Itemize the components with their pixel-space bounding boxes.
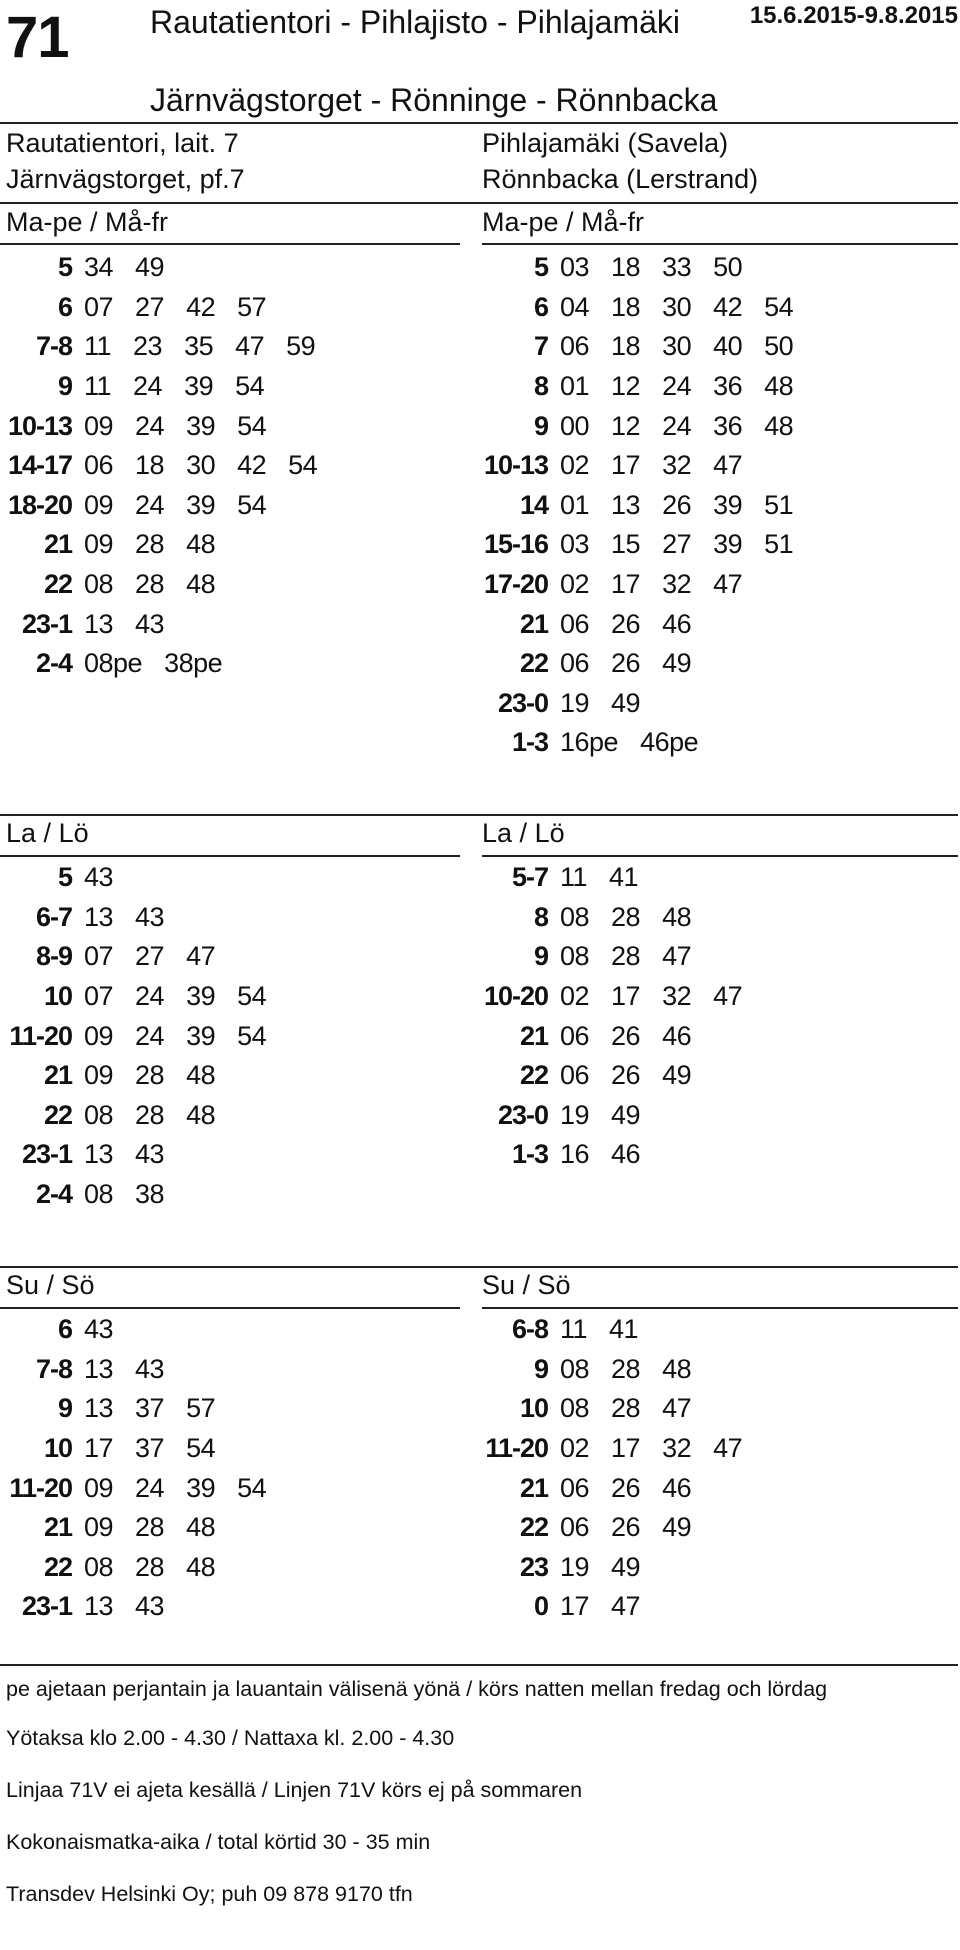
footnotes — [6, 1675, 956, 1932]
timetable-row — [478, 723, 793, 763]
sunday-label-fi: Su — [482, 1270, 516, 1300]
sunday-top-divider — [0, 1266, 958, 1268]
timetable-row — [2, 644, 317, 684]
departure-minutes: 34 49 — [84, 252, 165, 283]
departure-minutes: 09 24 39 54 — [84, 410, 267, 441]
departure-minutes: 06 18 30 42 54 — [84, 450, 318, 481]
departure-minutes: 09 28 48 — [84, 1060, 216, 1091]
sunday-label-fi: Su — [6, 1270, 40, 1300]
timetable-row — [478, 565, 793, 605]
saturday-divider-dir2 — [482, 855, 958, 857]
weekday-label-fi: Ma-pe — [482, 207, 559, 237]
departure-minutes: 16 46 — [560, 1139, 641, 1170]
header-divider — [0, 122, 958, 124]
hour-label: 10-20 — [483, 981, 548, 1012]
hour-label: 8 — [533, 371, 548, 402]
saturday-rows-dir1 — [2, 858, 266, 1214]
timetable-row — [478, 1508, 742, 1548]
timetable-row — [2, 977, 266, 1017]
departure-minutes: 09 28 48 — [84, 529, 216, 560]
departure-minutes: 02 17 32 47 — [560, 450, 743, 481]
timetable-row — [2, 525, 317, 565]
travel-time-note: Kokonaismatka-aika / total körtid 30 - 35 min — [6, 1830, 431, 1854]
timetable-row — [478, 858, 742, 898]
hour-label: 22 — [43, 569, 72, 600]
hour-label: 11-20 — [9, 1472, 72, 1503]
departure-minutes: 13 43 — [84, 608, 165, 639]
departure-minutes: 13 37 57 — [84, 1393, 216, 1424]
departure-minutes: 06 26 46 — [560, 1020, 692, 1051]
weekday-label-fi: Ma-pe — [6, 207, 83, 237]
hour-label: 23-0 — [497, 1099, 548, 1130]
weekday-rows-dir2 — [478, 248, 793, 763]
hour-label: 5 — [57, 252, 72, 283]
hour-label: 11-20 — [9, 1020, 72, 1051]
hour-label: 9 — [57, 1393, 72, 1424]
departure-minutes: 19 49 — [560, 687, 641, 718]
departure-minutes: 09 28 48 — [84, 1512, 216, 1543]
timetable-row — [478, 248, 793, 288]
saturday-divider-dir1 — [0, 855, 460, 857]
sunday-rows-dir1 — [2, 1310, 266, 1627]
hour-label: 10 — [519, 1393, 548, 1424]
weekday-label-dir2: Ma-pe / Må-fr — [482, 207, 645, 237]
sunday-divider-dir1 — [0, 1307, 460, 1309]
saturday-top-divider — [0, 814, 958, 816]
timetable-row — [2, 446, 317, 486]
departure-minutes: 07 27 42 57 — [84, 291, 267, 322]
departure-minutes: 43 — [84, 862, 114, 893]
departure-minutes: 17 37 54 — [84, 1433, 216, 1464]
departure-minutes: 43 — [84, 1314, 114, 1345]
departure-minutes: 07 24 39 54 — [84, 981, 267, 1012]
departure-minutes: 11 24 39 54 — [84, 371, 265, 402]
timetable-row — [478, 684, 793, 724]
hour-label: 21 — [43, 529, 72, 560]
hour-label: 23-1 — [21, 1591, 72, 1622]
departure-minutes: 17 47 — [560, 1591, 641, 1622]
departure-minutes: 16pe 46pe — [560, 727, 699, 758]
hour-label: 10-13 — [7, 410, 72, 441]
timetable-row — [2, 1548, 266, 1588]
timetable-row — [2, 1587, 266, 1627]
hour-label: 6 — [533, 291, 548, 322]
departure-minutes: 08 28 48 — [84, 1551, 216, 1582]
hour-label: 10-13 — [483, 450, 548, 481]
sunday-label-dir1: Su / Sö — [6, 1270, 95, 1300]
timetable-row — [478, 1468, 742, 1508]
weekday-rows-dir1 — [2, 248, 317, 684]
departure-minutes: 08 28 48 — [560, 901, 692, 932]
stop-name-fi-dir1: Rautatientori, lait. 7 — [6, 128, 239, 158]
hour-label: 9 — [57, 371, 72, 402]
timetable-row — [478, 288, 793, 328]
route-title-sv: Järnvägstorget - Rönninge - Rönnbacka — [150, 82, 718, 118]
hour-label: 14-17 — [7, 450, 72, 481]
hour-label: 21 — [43, 1512, 72, 1543]
hour-label: 6-7 — [35, 901, 72, 932]
hour-label: 6-8 — [511, 1314, 548, 1345]
timetable-row — [2, 565, 317, 605]
timetable-row — [2, 327, 317, 367]
departure-minutes: 06 26 49 — [560, 1060, 692, 1091]
timetable-row — [478, 525, 793, 565]
hour-label: 7-8 — [35, 331, 72, 362]
departure-minutes: 11 41 — [560, 862, 639, 893]
timetable-row — [2, 1389, 266, 1429]
weekday-label-sv: Må-fr — [581, 207, 645, 237]
timetable-row — [2, 1016, 266, 1056]
hour-label: 9 — [533, 1353, 548, 1384]
stop-name-sv-dir1: Järnvägstorget, pf.7 — [6, 164, 245, 194]
hour-label: 2-4 — [35, 648, 72, 679]
timetable-row — [478, 446, 793, 486]
validity-period: 15.6.2015-9.8.2015 — [749, 2, 958, 29]
line-number: 71 — [6, 5, 69, 70]
hour-label: 21 — [519, 608, 548, 639]
hour-label: 1-3 — [511, 1139, 548, 1170]
timetable-row — [478, 367, 793, 407]
departure-minutes: 08 28 48 — [560, 1353, 692, 1384]
hour-label: 5 — [57, 862, 72, 893]
hour-label: 9 — [533, 941, 548, 972]
timetable-row — [478, 1135, 742, 1175]
hour-label: 5-7 — [511, 862, 548, 893]
sunday-label-sv: Sö — [61, 1270, 95, 1300]
hour-label: 9 — [533, 410, 548, 441]
timetable-row — [2, 898, 266, 938]
timetable-row — [2, 288, 317, 328]
night-fare-note: Yötaksa klo 2.00 - 4.30 / Nattaxa kl. 2.00 - 4.30 — [6, 1726, 455, 1750]
hour-label: 0 — [533, 1591, 548, 1622]
departure-minutes: 19 49 — [560, 1099, 641, 1130]
timetable-row — [2, 367, 317, 407]
hour-label: 2-4 — [35, 1179, 72, 1210]
departure-minutes: 13 43 — [84, 1139, 165, 1170]
hour-label: 17-20 — [483, 569, 548, 600]
timetable-row — [2, 1350, 266, 1390]
timetable-row — [478, 937, 742, 977]
timetable-row — [2, 1468, 266, 1508]
hour-label: 23 — [519, 1551, 548, 1582]
timetable-row — [2, 248, 317, 288]
departure-minutes: 08 28 47 — [560, 1393, 692, 1424]
hour-label: 7 — [533, 331, 548, 362]
departure-minutes: 04 18 30 42 54 — [560, 291, 794, 322]
departure-minutes: 01 13 26 39 51 — [560, 489, 794, 520]
saturday-label-sv: Lö — [534, 818, 565, 848]
departure-minutes: 13 43 — [84, 1591, 165, 1622]
stop-name-sv-dir2: Rönnbacka (Lerstrand) — [482, 164, 759, 194]
timetable-row — [2, 1135, 266, 1175]
sunday-label-dir2: Su / Sö — [482, 1270, 571, 1300]
departure-minutes: 03 15 27 39 51 — [560, 529, 794, 560]
departure-minutes: 09 24 39 54 — [84, 489, 267, 520]
departure-minutes: 11 41 — [560, 1314, 639, 1345]
saturday-label-sv: Lö — [58, 818, 89, 848]
departure-minutes: 08 28 48 — [84, 1099, 216, 1130]
timetable-row — [478, 1548, 742, 1588]
departure-minutes: 07 27 47 — [84, 941, 216, 972]
operator-info: Transdev Helsinki Oy; puh 09 878 9170 tfn — [6, 1882, 413, 1906]
sunday-rows-dir2 — [478, 1310, 742, 1627]
weekday-label-sv: Må-fr — [105, 207, 169, 237]
pe-note: pe ajetaan perjantain ja lauantain välisenä yönä / körs natten mellan fredag och lördag — [6, 1677, 828, 1701]
stop-divider — [0, 202, 958, 204]
hour-label: 21 — [43, 1060, 72, 1091]
hour-label: 10 — [43, 1433, 72, 1464]
hour-label: 21 — [519, 1020, 548, 1051]
timetable-row — [478, 1389, 742, 1429]
weekday-divider-dir2 — [482, 243, 958, 245]
hour-label: 18-20 — [7, 489, 72, 520]
departure-minutes: 09 24 39 54 — [84, 1472, 267, 1503]
hour-label: 7-8 — [35, 1353, 72, 1384]
departure-minutes: 08pe 38pe — [84, 648, 223, 679]
timetable-row — [478, 1350, 742, 1390]
timetable-row — [2, 1508, 266, 1548]
saturday-label-dir2: La / Lö — [482, 818, 565, 848]
hour-label: 23-1 — [21, 1139, 72, 1170]
hour-label: 21 — [519, 1472, 548, 1503]
timetable-row — [478, 486, 793, 526]
hour-label: 15-16 — [483, 529, 548, 560]
weekday-label-dir1: Ma-pe / Må-fr — [6, 207, 169, 237]
departure-minutes: 06 26 49 — [560, 1512, 692, 1543]
timetable-row — [2, 486, 317, 526]
hour-label: 11-20 — [485, 1433, 548, 1464]
departure-minutes: 08 38 — [84, 1179, 165, 1210]
timetable-row — [478, 1429, 742, 1469]
departure-minutes: 01 12 24 36 48 — [560, 371, 794, 402]
sunday-label-sv: Sö — [537, 1270, 571, 1300]
timetable-row — [2, 1310, 266, 1350]
hour-label: 22 — [43, 1551, 72, 1582]
notes-divider — [0, 1664, 958, 1666]
departure-minutes: 13 43 — [84, 1353, 165, 1384]
departure-minutes: 06 26 46 — [560, 608, 692, 639]
departure-minutes: 02 17 32 47 — [560, 569, 743, 600]
timetable-row — [2, 406, 317, 446]
timetable-row — [478, 977, 742, 1017]
timetable-row — [478, 1310, 742, 1350]
hour-label: 1-3 — [511, 727, 548, 758]
sunday-divider-dir2 — [482, 1307, 958, 1309]
timetable-row — [2, 1056, 266, 1096]
saturday-rows-dir2 — [478, 858, 742, 1175]
departure-minutes: 06 26 46 — [560, 1472, 692, 1503]
departure-minutes: 06 18 30 40 50 — [560, 331, 794, 362]
saturday-label-dir1: La / Lö — [6, 818, 89, 848]
departure-minutes: 19 49 — [560, 1551, 641, 1582]
timetable-row — [478, 1587, 742, 1627]
hour-label: 8 — [533, 901, 548, 932]
timetable-row — [2, 937, 266, 977]
hour-label: 6 — [57, 291, 72, 322]
timetable-row — [478, 406, 793, 446]
departure-minutes: 11 23 35 47 59 — [84, 331, 316, 362]
stop-name-fi-dir2: Pihlajamäki (Savela) — [482, 128, 729, 158]
hour-label: 22 — [519, 648, 548, 679]
hour-label: 23-0 — [497, 687, 548, 718]
hour-label: 14 — [519, 489, 548, 520]
hour-label: 22 — [519, 1512, 548, 1543]
hour-label: 10 — [43, 981, 72, 1012]
hour-label: 23-1 — [21, 608, 72, 639]
hour-label: 6 — [57, 1314, 72, 1345]
hour-label: 22 — [519, 1060, 548, 1091]
summer-note: Linjaa 71V ei ajeta kesällä / Linjen 71V körs ej på sommaren — [6, 1778, 583, 1802]
departure-minutes: 13 43 — [84, 901, 165, 932]
timetable-row — [478, 644, 793, 684]
hour-label: 22 — [43, 1099, 72, 1130]
timetable-row — [478, 1056, 742, 1096]
departure-minutes: 02 17 32 47 — [560, 981, 743, 1012]
departure-minutes: 09 24 39 54 — [84, 1020, 267, 1051]
route-title-fi: Rautatientori - Pihlajisto - Pihlajamäki — [150, 4, 680, 40]
timetable-row — [478, 898, 742, 938]
saturday-label-fi: La — [482, 818, 513, 848]
saturday-label-fi: La — [6, 818, 37, 848]
timetable-row — [478, 604, 793, 644]
timetable-row — [2, 858, 266, 898]
departure-minutes: 02 17 32 47 — [560, 1433, 743, 1464]
timetable-row — [478, 1096, 742, 1136]
timetable-row — [2, 1096, 266, 1136]
weekday-divider-dir1 — [0, 243, 460, 245]
departure-minutes: 03 18 33 50 — [560, 252, 743, 283]
departure-minutes: 08 28 48 — [84, 569, 216, 600]
timetable-row — [2, 1429, 266, 1469]
timetable-row — [478, 1016, 742, 1056]
timetable-row — [2, 604, 317, 644]
departure-minutes: 00 12 24 36 48 — [560, 410, 794, 441]
hour-label: 8-9 — [35, 941, 72, 972]
departure-minutes: 08 28 47 — [560, 941, 692, 972]
departure-minutes: 06 26 49 — [560, 648, 692, 679]
hour-label: 5 — [533, 252, 548, 283]
timetable-row — [478, 327, 793, 367]
timetable-row — [2, 1175, 266, 1215]
